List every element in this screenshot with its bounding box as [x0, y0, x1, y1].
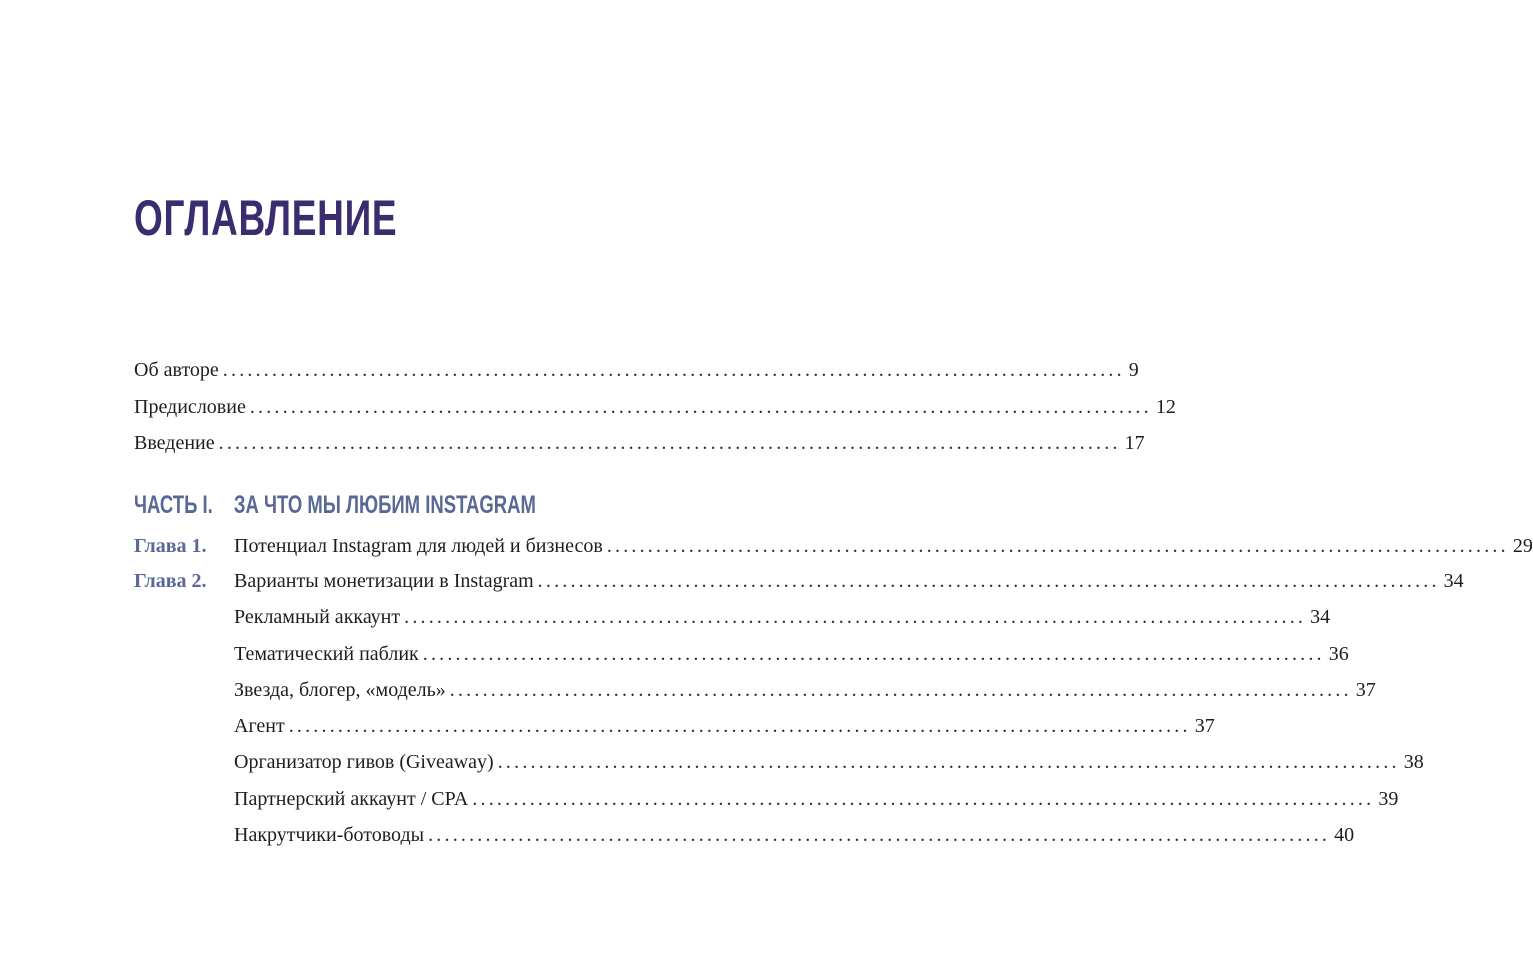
toc-chapter-1[interactable] — [134, 533, 1533, 559]
toc-entry-title: Звезда, блогер, «модель» — [234, 679, 446, 701]
toc-entry-introduction[interactable] — [134, 430, 1145, 456]
dot-leader: .............................................................................................................. — [449, 679, 1352, 701]
toc-subsection[interactable] — [134, 677, 1376, 703]
toc-page-number: 12 — [1155, 396, 1176, 418]
toc-page-number: 17 — [1124, 432, 1145, 454]
part-header[interactable] — [134, 490, 536, 520]
toc-entry-title: Предисловие — [134, 396, 246, 418]
dot-leader: .............................................................................................................. — [472, 788, 1375, 810]
page-title: ОГЛАВЛЕНИЕ — [134, 190, 398, 246]
dot-leader: .............................................................................................................. — [249, 396, 1152, 418]
toc-subsection[interactable] — [134, 713, 1215, 739]
toc-entry-about-author[interactable] — [134, 357, 1139, 383]
toc-subsection[interactable] — [134, 822, 1355, 848]
toc-page-number: 38 — [1403, 751, 1424, 773]
chapter-label: Глава 1. — [134, 535, 207, 557]
toc-subsection[interactable] — [134, 641, 1349, 667]
dot-leader: .............................................................................................................. — [606, 535, 1509, 557]
dot-leader: .............................................................................................................. — [497, 751, 1400, 773]
dot-leader: .............................................................................................................. — [404, 606, 1307, 628]
toc-entry-title: Потенциал Instagram для людей и бизнесов — [234, 535, 603, 557]
toc-page-number: 9 — [1128, 359, 1139, 381]
toc-entry-title: Варианты монетизации в Instagram — [234, 570, 534, 592]
toc-entry-preface[interactable] — [134, 394, 1176, 420]
toc-entry-title: Рекламный аккаунт — [234, 606, 401, 628]
toc-page-number: 34 — [1443, 570, 1464, 592]
toc-entry-title: Об авторе — [134, 359, 219, 381]
part-number: ЧАСТЬ I. — [134, 491, 213, 519]
toc-entry-title: Партнерский аккаунт / CPA — [234, 788, 469, 810]
dot-leader: .............................................................................................................. — [428, 824, 1331, 846]
toc-page-number: 34 — [1310, 606, 1331, 628]
toc-entry-title: Организатор гивов (Giveaway) — [234, 751, 494, 773]
dot-leader: .............................................................................................................. — [222, 359, 1125, 381]
toc-page-number: 37 — [1355, 679, 1376, 701]
chapter-label: Глава 2. — [134, 570, 207, 592]
dot-leader: .............................................................................................................. — [422, 643, 1325, 665]
toc-page-number: 36 — [1328, 643, 1349, 665]
toc-page-number: 39 — [1378, 788, 1399, 810]
toc-entry-title: Накрутчики-ботоводы — [234, 824, 425, 846]
toc-entry-title: Агент — [234, 715, 285, 737]
toc-chapter-2[interactable] — [134, 568, 1464, 594]
toc-page-number: 40 — [1334, 824, 1355, 846]
toc-subsection[interactable] — [134, 604, 1331, 630]
toc-entry-title: Введение — [134, 432, 215, 454]
dot-leader: .............................................................................................................. — [218, 432, 1121, 454]
dot-leader: .............................................................................................................. — [288, 715, 1191, 737]
toc-subsection[interactable] — [134, 786, 1399, 812]
toc-page-number: 29 — [1512, 535, 1533, 557]
dot-leader: .............................................................................................................. — [537, 570, 1440, 592]
toc-subsection[interactable] — [134, 749, 1424, 775]
part-title: ЗА ЧТО МЫ ЛЮБИМ INSTAGRAM — [233, 491, 536, 519]
toc-entry-title: Тематический паблик — [234, 643, 419, 665]
toc-page-number: 37 — [1194, 715, 1215, 737]
